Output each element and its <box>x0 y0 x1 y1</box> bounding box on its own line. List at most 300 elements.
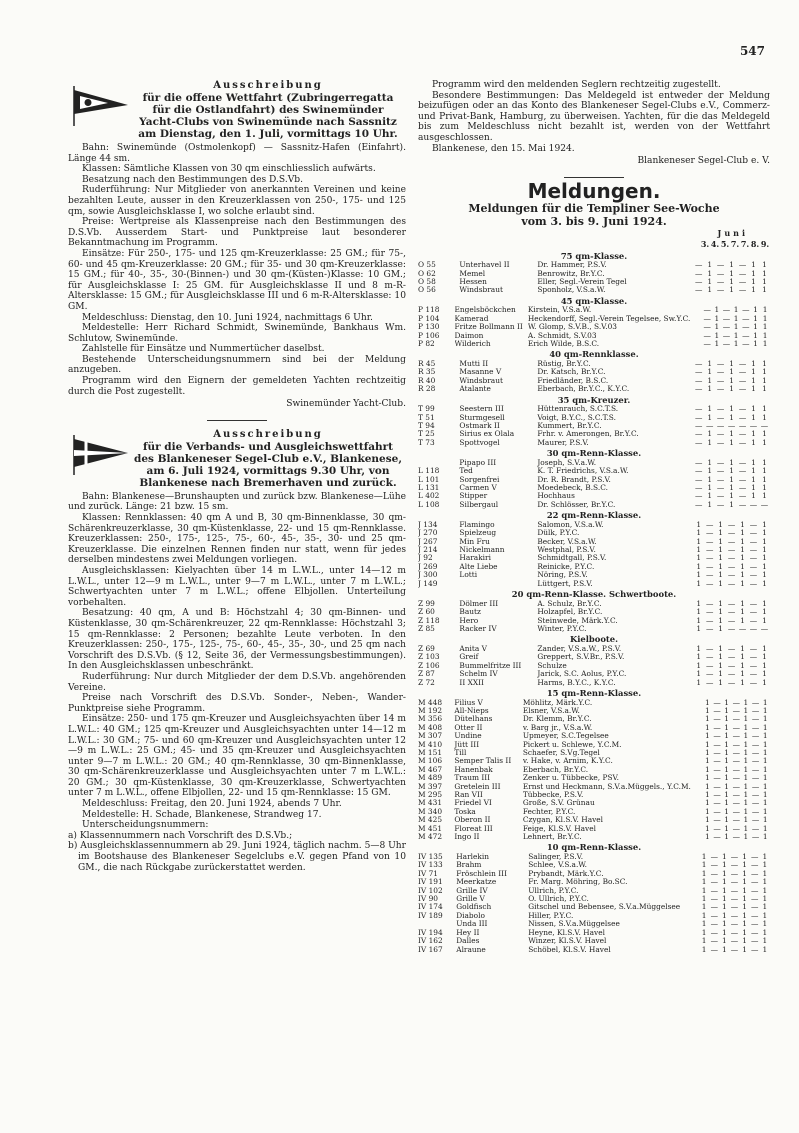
entries-table <box>418 360 770 394</box>
day-mark: 1 <box>751 286 756 295</box>
day-mark: 1 <box>718 562 723 571</box>
entry-row <box>418 887 770 895</box>
sail-number: J 134 <box>418 520 438 529</box>
boat-name: Toska <box>454 807 476 816</box>
day-mark: — <box>703 339 711 348</box>
day-header: 7. <box>740 238 750 249</box>
boat-name: Goldfisch <box>456 903 492 912</box>
day-mark: — <box>705 653 714 662</box>
separator-rule <box>564 177 624 178</box>
day-mark: 1 <box>729 467 734 476</box>
day-mark: 1 <box>762 314 768 323</box>
day-mark: 1 <box>743 765 749 774</box>
day-mark: 1 <box>718 644 723 653</box>
sail-number: L 131 <box>418 484 440 493</box>
sail-number: O 55 <box>418 261 436 270</box>
owner: Frhr. v. Amerongen, Br.Y.C. <box>537 430 639 439</box>
day-mark: — <box>749 529 758 538</box>
owner: Nissen, S.V.a.Müggelsee <box>528 920 620 929</box>
day-mark: — <box>751 765 760 774</box>
entry-row <box>418 261 770 269</box>
day-mark: — <box>716 438 725 447</box>
day-mark: — <box>732 791 740 799</box>
day-mark: — <box>751 732 760 741</box>
day-mark: — <box>732 807 740 816</box>
boat-name: Lotti <box>459 571 478 580</box>
owner: Westphal, P.S.V. <box>537 546 596 555</box>
day-mark: 1 <box>743 799 749 808</box>
day-mark: 1 <box>707 484 713 493</box>
boat-name: Min Fru <box>459 537 490 546</box>
day-mark: 1 <box>751 405 756 414</box>
day-mark: — <box>705 562 714 571</box>
announcement-2-list <box>68 831 406 873</box>
day-mark: — <box>751 757 760 766</box>
day-mark: — <box>695 500 703 509</box>
day-mark: 1 <box>696 616 702 625</box>
owner: Eberbach, Br.Y.C., K.Y.C. <box>537 385 630 394</box>
day-mark: 1 <box>762 413 767 422</box>
boat-name: Diabolo <box>456 911 485 920</box>
day-mark: — <box>727 562 736 571</box>
paragraph: Meldeschluss: Dienstag, den 10. Juni 1924, nachmittags 6 Uhr. <box>82 312 373 323</box>
day-mark: 1 <box>718 529 723 538</box>
day-mark: 1 <box>751 277 756 286</box>
day-mark: — <box>716 376 725 385</box>
day-mark: — <box>738 368 747 377</box>
day-mark: — <box>695 359 703 368</box>
class-heading: 30 qm-Renn-Klasse. <box>546 448 642 459</box>
entries-table <box>418 853 770 954</box>
day-header: 5. <box>720 238 730 249</box>
subtitle-line: am 6. Juli 1924, vormittags 9.30 Uhr, von <box>146 464 390 477</box>
day-mark: 1 <box>762 748 768 757</box>
boat-name: Ted <box>459 467 473 476</box>
day-mark: — <box>751 903 759 912</box>
day-mark: — <box>695 405 703 414</box>
sail-number: J 300 <box>418 571 438 580</box>
day-mark: — <box>727 644 736 653</box>
day-mark: 1 <box>707 368 713 377</box>
day-mark: 1 <box>696 624 702 633</box>
entry-row <box>418 484 770 492</box>
day-mark: — <box>751 920 759 929</box>
day-mark: — <box>749 562 758 571</box>
day-mark: 1 <box>707 261 713 270</box>
entry-row <box>418 476 770 484</box>
owner: Dr. Schlösser, Br.Y.C. <box>537 500 616 509</box>
day-mark: 1 <box>729 438 734 447</box>
day-mark: — <box>705 554 714 563</box>
day-mark: — <box>716 492 725 501</box>
paragraph: Meldeschluss: Freitag, den 20. Juni 1924, abends 7 Uhr. <box>82 799 342 810</box>
day-mark: 1 <box>762 757 768 766</box>
announcement-2-header <box>68 429 406 489</box>
day-mark: — <box>751 937 759 946</box>
day-mark: 1 <box>742 920 747 929</box>
boat-name: Fritze Bollmann II <box>454 323 523 332</box>
boat-name: Gretelein III <box>454 782 501 791</box>
day-mark: 1 <box>762 579 767 588</box>
sail-number: M 356 <box>418 715 443 724</box>
day-mark: 1 <box>762 571 767 580</box>
paragraph: Besatzung nach den Bestimmungen des D.S.Vb. <box>82 174 303 185</box>
paragraph: Besatzung: 40 qm, A und B: Höchstzahl 4; 30 qm-Binnen- und Küstenklasse, 30 qm-Schärenkreuzer, 22 qm-Rennklasse: Höchstzahl 3; 15 qm-Rennklasse: 2 Personen; bezahlte Leute verboten. In den Kreuzerklassen: 250-, 175-, 125-, 75-, 60-, 45-, 35-, 30-, und 25 qm nach Vorschrift des D.S.Vb. (§ 12, Seite 36, der Vermessungsbestimmungen). In den Ausgleichsklassen unbeschränkt. <box>68 608 406 672</box>
announcement-2-body <box>68 492 406 831</box>
day-mark: 1 <box>740 537 745 546</box>
day-mark: — <box>749 520 758 529</box>
day-mark: — <box>732 748 740 757</box>
sail-number: IV 102 <box>418 886 443 895</box>
day-mark: 1 <box>751 261 756 270</box>
owner: Heyne, Kl.S.V. Havel <box>528 928 605 937</box>
entry-row <box>418 439 770 447</box>
day-mark: 1 <box>696 537 702 546</box>
owner: Hiller, P.Y.C. <box>528 911 574 920</box>
boat-name: Brahm <box>456 861 482 870</box>
day-mark: — <box>705 616 714 625</box>
sail-number: M 408 <box>418 723 443 732</box>
day-mark: — <box>738 500 747 509</box>
day-mark: 1 <box>707 438 713 447</box>
day-mark: — <box>695 484 703 493</box>
day-mark: — <box>749 546 758 555</box>
day-mark: 1 <box>707 413 713 422</box>
announcement-2-heading <box>130 429 406 489</box>
day-mark: — <box>751 723 760 732</box>
owner: Schaefer, S.Vg.Tegel <box>522 748 600 757</box>
class-heading: 35 qm-Kreuzer. <box>557 394 631 405</box>
owner: Pickert u. Schlewe, Y.C.M. <box>522 740 622 749</box>
day-mark: — <box>727 554 736 563</box>
day-mark: 1 <box>718 661 723 670</box>
day-mark: — <box>732 782 740 791</box>
day-mark: 1 <box>705 799 710 808</box>
sail-number: M 448 <box>418 698 443 707</box>
day-mark: — <box>716 368 725 377</box>
day-mark: — <box>705 670 714 679</box>
day-mark: 1 <box>696 571 702 580</box>
entry-row <box>418 937 770 945</box>
owner: Hüttenrauch, S.C.T.S. <box>537 405 619 414</box>
day-mark: 1 <box>724 782 729 791</box>
day-mark: — <box>716 422 725 430</box>
day-mark: — <box>716 269 725 278</box>
entry-row <box>418 929 770 937</box>
boat-name: Hey II <box>456 928 480 937</box>
entries-table <box>418 699 770 842</box>
day-mark: — <box>751 911 759 920</box>
day-mark: — <box>738 269 747 278</box>
boat-name: Unda III <box>456 920 488 929</box>
day-mark: 1 <box>762 706 768 715</box>
day-mark: 1 <box>714 339 720 348</box>
day-mark: 1 <box>762 359 767 368</box>
boat-name: Kamerad <box>454 314 489 323</box>
boat-name: Floreat III <box>454 824 493 833</box>
owner: Heckendorff, Segl.-Verein Tegelsee, Sw.Y.C. <box>527 314 691 323</box>
day-mark: — <box>713 723 721 732</box>
owner: Salinger, P.S.V. <box>528 853 584 862</box>
owner: Schlee, V.S.a.W. <box>528 861 587 870</box>
entry-row <box>418 732 770 740</box>
day-mark: 1 <box>762 732 768 741</box>
day-mark: — <box>713 824 721 833</box>
day-mark: — <box>760 422 769 430</box>
entry-row <box>418 467 770 475</box>
boat-name: Otter II <box>454 723 483 732</box>
day-mark: 1 <box>724 748 729 757</box>
subtitle-line: Yacht-Clubs von Swinemünde nach Sassnitz <box>139 116 397 128</box>
owner: Voigt, B.Y.C., S.C.T.S. <box>537 413 616 422</box>
day-mark: — <box>749 579 758 588</box>
boat-name: Grille IV <box>456 886 488 895</box>
day-mark: — <box>710 886 718 895</box>
day-mark: 1 <box>724 799 729 808</box>
sail-number: J 267 <box>418 537 438 546</box>
day-mark: 1 <box>743 774 749 783</box>
day-mark: — <box>738 413 747 422</box>
day-mark: 1 <box>705 765 710 774</box>
owner: v. Hake, v. Arnim, K.Y.C. <box>522 757 613 766</box>
boat-name: Jütt III <box>454 740 480 749</box>
day-mark: — <box>710 928 718 937</box>
paragraph: Ruderführung: Nur durch Mitglieder der dem D.S.Vb. angehörenden Vereine. <box>68 671 406 693</box>
sail-number: Z 60 <box>418 608 435 617</box>
day-mark: 1 <box>718 579 723 588</box>
day-mark: 1 <box>751 413 756 422</box>
day-mark: — <box>703 323 711 332</box>
day-mark: — <box>732 698 740 707</box>
day-mark: 1 <box>707 500 713 509</box>
sail-number: M 106 <box>418 757 443 766</box>
announcement-1-title: Ausschreibung <box>213 80 323 91</box>
entry-row <box>418 757 770 765</box>
day-mark: — <box>713 698 721 707</box>
day-mark: — <box>751 824 760 833</box>
day-mark: 1 <box>707 376 713 385</box>
owner: Benrowitz, Br.Y.C. <box>537 269 605 278</box>
pennant-flag-icon <box>68 84 130 126</box>
class-heading: 10 qm-Renn-Klasse. <box>546 842 642 853</box>
boat-name: Ingo II <box>454 833 480 842</box>
day-mark: — <box>751 774 760 783</box>
day-mark: — <box>727 678 736 687</box>
paragraph: Klassen: Rennklassen: 40 qm A und B, 30 qm-Binnenklasse, 30 qm-Schärenkreuzerklasse, 30 qm-Küstenklasse, 22- und 15 qm-Rennklasse. Kreuzerklassen: 250-, 175-, 125-, 75-, 60-, 45-, 35-, 30- und 25 qm-Kreuzerklasse. Die einzelnen Rennen finden nur statt, wenn für jedes derselben mindestens zwei Meldungen vorliegen. <box>68 513 406 566</box>
owner: Dr. Klemm, Br.Y.C. <box>522 715 592 724</box>
boat-name: Daimon <box>454 331 484 340</box>
owner: Nöring, P.S.V. <box>537 571 588 580</box>
day-mark: 1 <box>705 824 710 833</box>
list-item: b) Ausgleichsklassennummern ab 29. Juni 1924, täglich nachm. 5—8 Uhr im Bootshause des Blankeneser Segelclubs e.V. gegen Pfand von 10 GM., die nach Rückgabe zurückerstattet werden. <box>68 841 407 873</box>
paragraph: Preise: Wertpreise als Klassenpreise nach den Bestimmungen des D.S.Vb. Ausserdem Start- und Punktpreise laut besonderer Bekanntmachung im Programm. <box>68 217 406 249</box>
day-mark: 1 <box>701 937 707 946</box>
day-mark: 1 <box>722 911 727 920</box>
day-mark: — <box>738 261 747 270</box>
day-mark: — <box>713 706 721 715</box>
boat-name: Dalles <box>456 937 480 946</box>
sail-number: P 104 <box>418 314 440 323</box>
day-mark: 1 <box>742 911 747 920</box>
day-mark: 1 <box>724 807 729 816</box>
owner: v. Barg jr., V.S.a.W. <box>522 723 593 732</box>
meldungen-title: Meldungen. <box>527 178 661 203</box>
day-mark: 1 <box>729 261 734 270</box>
day-mark: 1 <box>743 740 749 749</box>
boat-name: Sturmgesell <box>459 413 505 422</box>
day-mark: 1 <box>705 791 710 799</box>
day-mark: — <box>713 774 721 783</box>
paragraph: Ruderführung: Nur Mitglieder von anerkannten Vereinen und keine bezahlten Leute, ausser in den Kreuzerklassen von 250-, 175- und 125 qm, sowie Ausgleichsklasse I, wo solche erlaubt sind. <box>68 185 406 217</box>
meldungen-subtitle <box>418 202 770 228</box>
day-mark: 1 <box>701 878 707 887</box>
entry-row <box>418 715 770 723</box>
day-mark: 1 <box>705 833 710 842</box>
entry-row <box>418 306 770 314</box>
day-mark: 1 <box>762 698 768 707</box>
day-mark: 1 <box>729 413 734 422</box>
day-mark: 1 <box>762 774 768 783</box>
day-mark: — <box>705 529 714 538</box>
boat-name: Schelm IV <box>459 670 498 679</box>
paragraph: Programm wird den Eignern der gemeldeten Yachten rechtzeitig durch die Post zugestellt. <box>68 376 406 397</box>
day-mark: — <box>751 886 759 895</box>
day-mark: 1 <box>762 520 767 529</box>
boat-name: Alraune <box>456 945 486 954</box>
day-mark: 1 <box>701 853 707 862</box>
day-mark: 1 <box>729 385 734 394</box>
entry-row <box>418 749 770 757</box>
paragraph: Zahlstelle für Einsätze und Nummertücher daselbst. <box>82 344 325 355</box>
day-mark: — <box>705 520 714 529</box>
day-mark: 1 <box>762 286 767 295</box>
boat-name: Friedel VI <box>454 799 492 808</box>
day-mark: 1 <box>743 824 749 833</box>
day-mark: — <box>716 277 725 286</box>
boat-name: Windsbraut <box>459 286 503 295</box>
day-mark: — <box>738 359 747 368</box>
paragraph: Ausgleichsklassen: Kielyachten über 14 m L.W.L., unter 14—12 m L.W.L., unter 12—9 m L.W.L., unter 9—7 m L.W.L., unter 7 m L.W.L.; Schwertyachten unter 7 m L.W.L.; offene Elbjollen. Unterteilung vorbehalten. <box>68 566 406 608</box>
boat-name: Greif <box>459 653 479 662</box>
day-mark: 1 <box>762 945 768 954</box>
boat-name: Dütelhans <box>454 715 493 724</box>
sail-number: J 269 <box>418 562 438 571</box>
day-mark: — <box>695 467 703 476</box>
day-mark: — <box>738 484 747 493</box>
owner: Dülk, P.Y.C. <box>537 529 580 538</box>
day-mark: 1 <box>740 579 745 588</box>
day-mark: 1 <box>762 269 767 278</box>
entry-row <box>418 332 770 340</box>
day-mark: — <box>705 624 714 633</box>
day-mark: 1 <box>707 277 713 286</box>
sail-number <box>418 459 459 467</box>
day-mark: — <box>716 413 725 422</box>
day-mark: 1 <box>729 405 734 414</box>
day-mark: — <box>749 616 758 625</box>
day-mark: — <box>710 903 718 912</box>
entry-row <box>418 492 770 500</box>
day-mark: 1 <box>724 774 729 783</box>
owner: Große, S.V. Grünau <box>522 799 595 808</box>
day-mark: 1 <box>724 816 729 825</box>
day-mark: — <box>716 359 725 368</box>
day-mark: — <box>710 911 718 920</box>
day-mark: — <box>695 385 703 394</box>
day-mark: 1 <box>714 306 720 315</box>
day-mark: — <box>710 920 718 929</box>
day-mark: 1 <box>762 467 767 476</box>
owner: Reinicke, P.Y.C. <box>537 562 595 571</box>
announcement-2-subtitle <box>130 441 406 489</box>
day-mark: — <box>705 422 714 430</box>
boat-name: Fröschlein III <box>456 869 508 878</box>
day-mark: — <box>695 261 703 270</box>
day-mark: — <box>705 599 714 608</box>
entries-table <box>418 521 770 588</box>
owner: Fr. Marg. Möhring, Bo.SC. <box>528 878 628 887</box>
day-mark: — <box>738 430 747 439</box>
day-mark: 1 <box>729 368 734 377</box>
day-mark: 1 <box>733 323 739 332</box>
day-mark: — <box>730 895 739 904</box>
day-mark: 1 <box>722 937 727 946</box>
entry-row <box>418 808 770 816</box>
owner: Zander, V.S.a.W., P.S.V. <box>537 644 622 653</box>
day-mark: 1 <box>740 520 745 529</box>
day-mark: — <box>716 405 725 414</box>
day-mark: — <box>703 306 711 315</box>
sail-number: L 402 <box>418 492 440 501</box>
class-heading: 40 qm-Rennklasse. <box>549 349 639 360</box>
day-headers <box>418 239 770 250</box>
day-mark: — <box>738 286 747 295</box>
day-mark: — <box>749 624 758 633</box>
day-mark: 1 <box>753 323 758 332</box>
day-mark: 1 <box>762 492 767 501</box>
day-mark: 1 <box>729 458 734 467</box>
day-mark: 1 <box>742 869 747 878</box>
day-mark: 1 <box>740 670 745 679</box>
day-mark: 1 <box>718 624 723 633</box>
day-mark: — <box>705 571 714 580</box>
day-mark: — <box>732 765 740 774</box>
day-mark: 1 <box>740 661 745 670</box>
day-mark: 1 <box>762 554 767 563</box>
day-mark: 1 <box>733 314 739 323</box>
entries-table <box>418 261 770 295</box>
entry-row <box>418 340 770 348</box>
owner: Schulze <box>537 661 567 670</box>
entry-row <box>418 825 770 833</box>
day-mark: 1 <box>762 339 768 348</box>
day-mark: 1 <box>742 878 747 887</box>
entry-row <box>418 315 770 323</box>
boat-name: Nickelmann <box>459 546 505 555</box>
boat-name: Carmen V <box>459 484 497 493</box>
day-mark: — <box>730 928 739 937</box>
owner: Becker, V.S.a.W. <box>537 537 597 546</box>
paragraph: Unterscheidungsnummern: <box>82 820 209 831</box>
day-mark: — <box>732 816 740 825</box>
owner: A. Schulz, Br.Y.C. <box>537 599 602 608</box>
owner: Steinwede, Märk.Y.C. <box>537 616 618 625</box>
day-mark: — <box>742 306 750 315</box>
sail-number: P 106 <box>418 331 440 340</box>
day-mark: — <box>732 740 740 749</box>
sail-number: J 149 <box>418 579 438 588</box>
class-heading: Kielboote. <box>569 634 619 645</box>
